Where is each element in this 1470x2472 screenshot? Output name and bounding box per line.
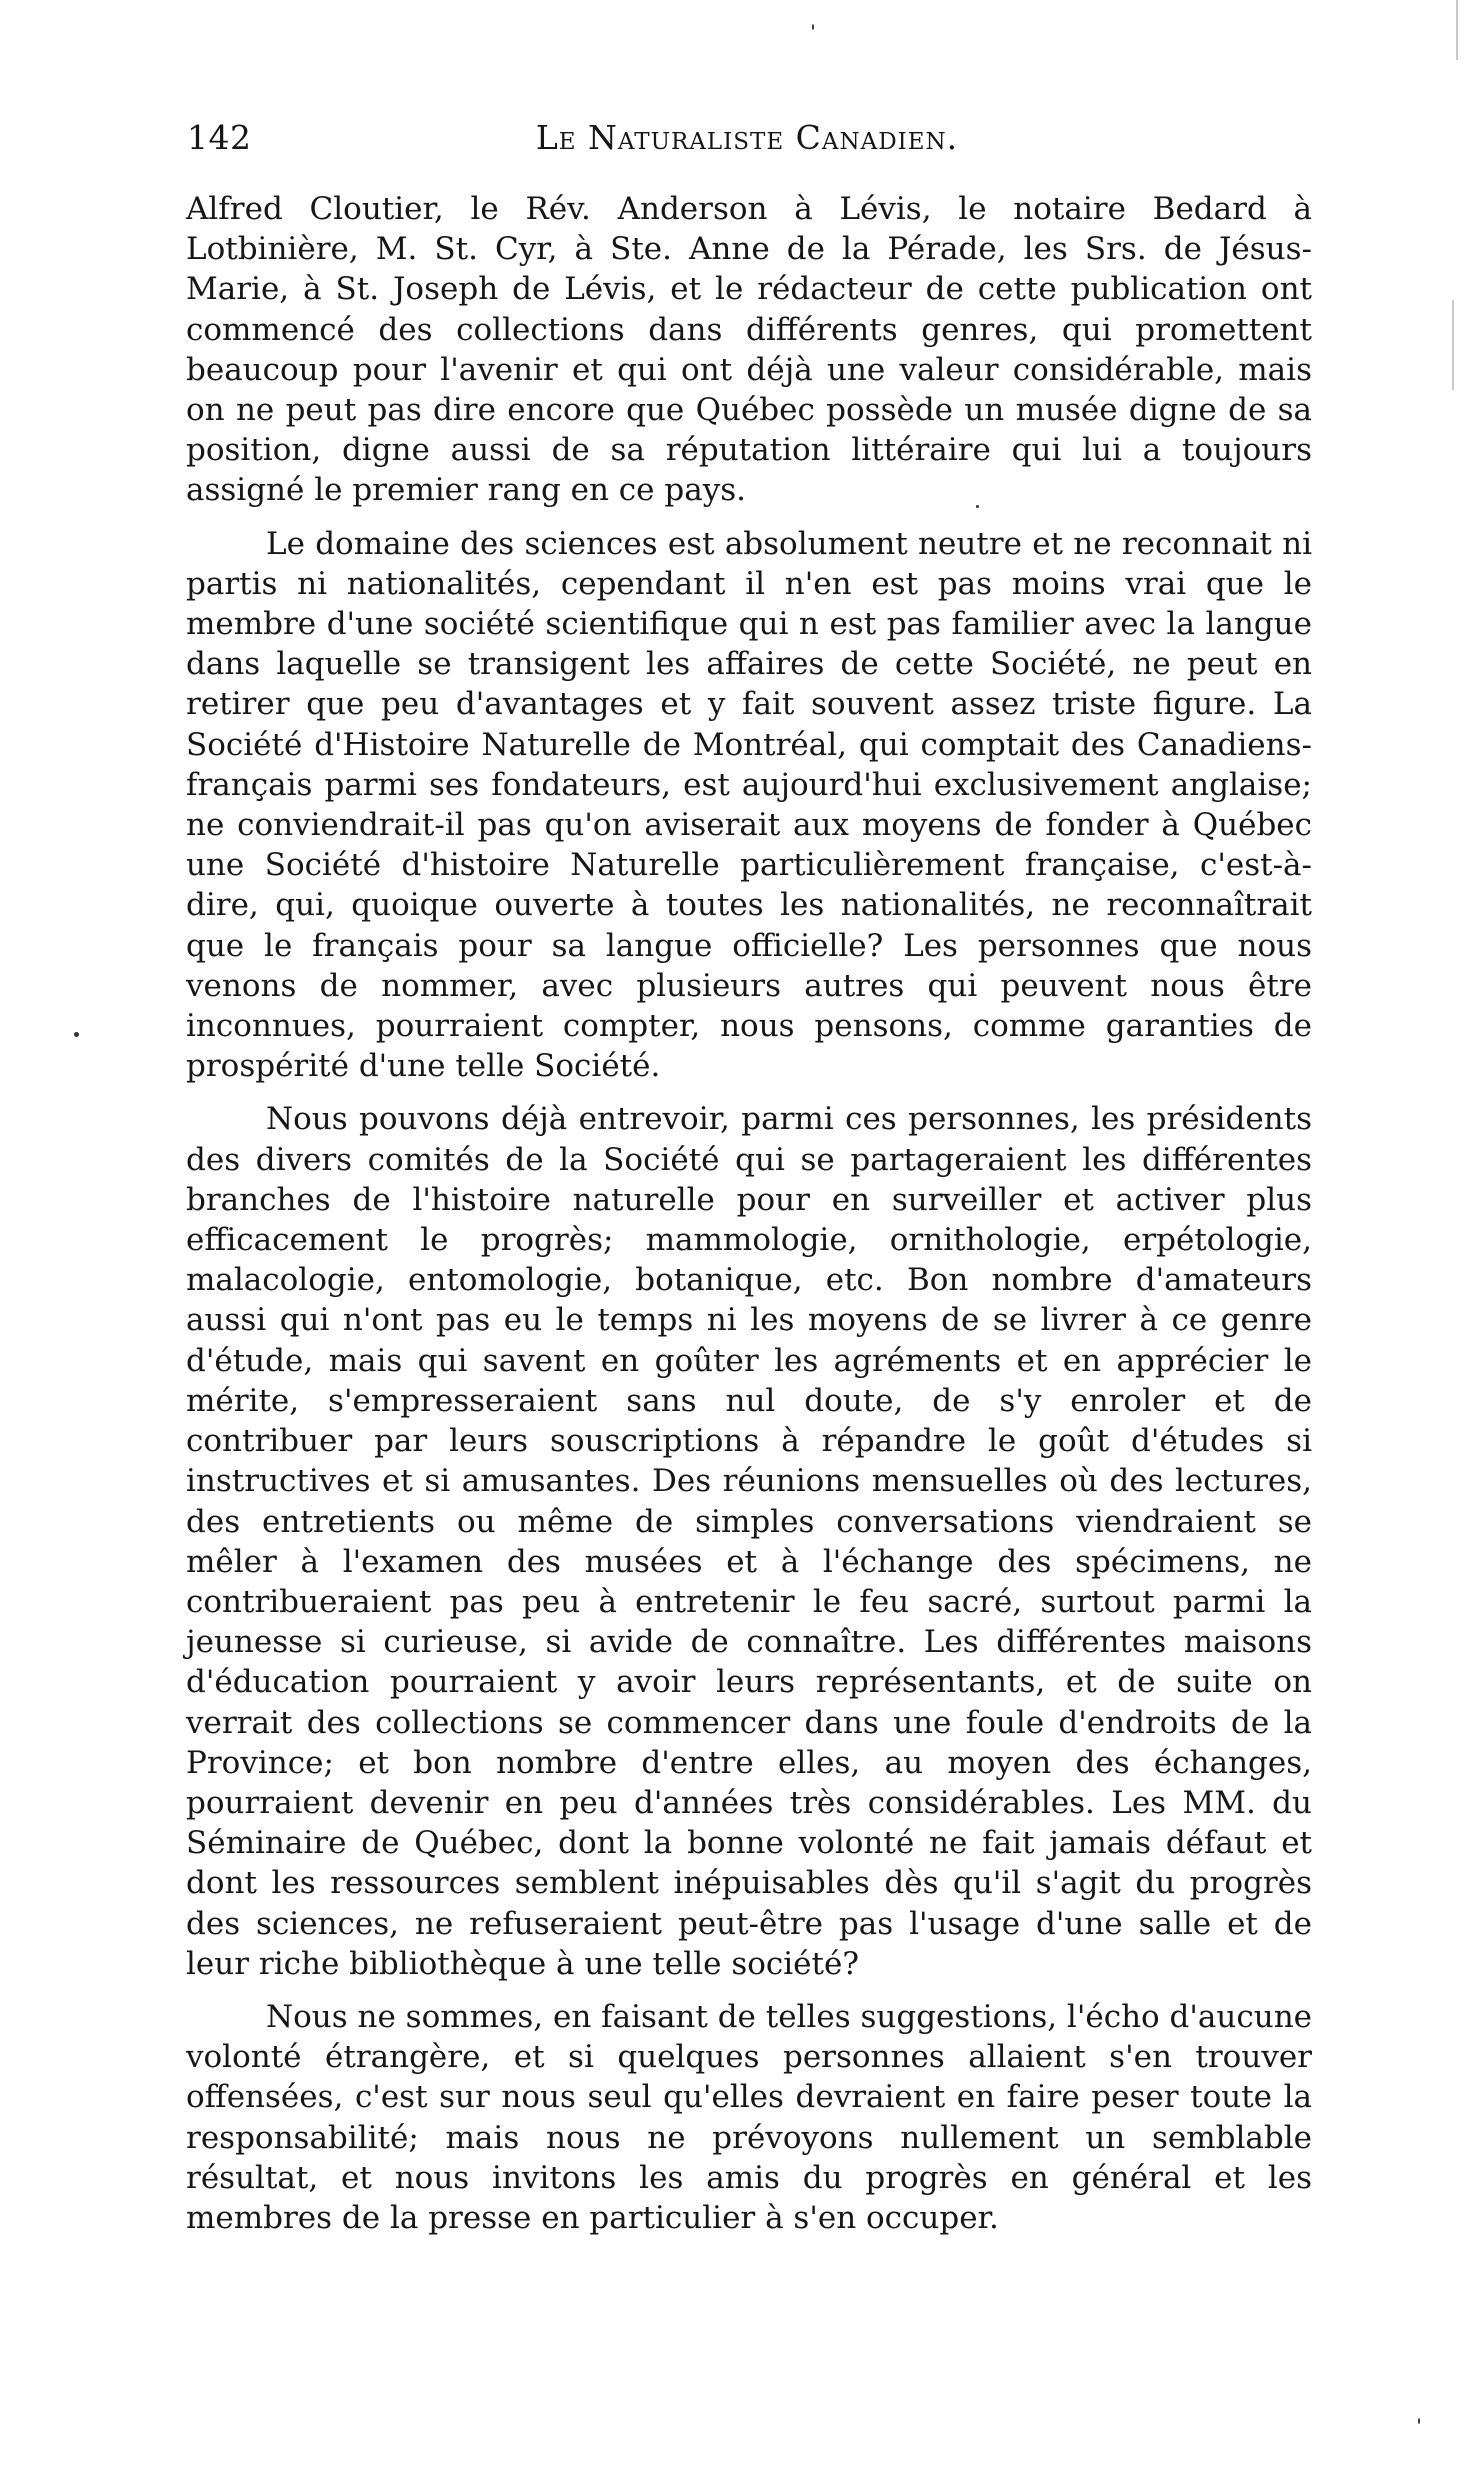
article-body (186, 189, 1312, 2251)
paragraph: Nous ne sommes, en faisant de telles suggestions, l'écho d'aucune volonté étrangère, et si quelques personnes allaient s'en trouver offensées, c'est sur nous seul qu'elles devraient en faire peser toute la responsabilité; mais nous ne prévoyons nullement un semblable résultat, et nous invitons les amis du progrès en général et les membres de la presse en particulier à s'en occuper. (186, 1998, 1313, 2236)
running-title: Le Naturaliste Canadien. (535, 118, 959, 157)
paragraph: Alfred Cloutier, le Rév. Anderson à Lévis, le notaire Bedard à Lotbinière, M. St. Cyr, à Ste. Anne de la Pérade, les Srs. de Jésus-Marie, à St. Joseph de Lévis, et le rédacteur de cette publication ont commencé des collections dans différents genres, qui promettent beaucoup pour l'avenir et qui ont déjà une valeur considérable, mais on ne peut pas dire encore que Québec possède un musée digne de sa position, digne aussi de sa réputation littéraire qui lui a toujours assigné le premier rang en ce pays. (186, 191, 1312, 509)
scan-speck (1418, 2418, 1420, 2424)
scan-edge-mark (1452, 300, 1454, 390)
page-number: 142 (187, 118, 252, 157)
scan-speck (812, 24, 814, 30)
paragraph: Le domaine des sciences est absolument neutre et ne reconnait ni partis ni nationalités, cependant il n'en est pas moins vrai que le membre d'une société scientifique qui n est pas familier avec la langue dans laquelle se transigent les affaires de cette Société, ne peut en retirer que peu d'avantages et y fait souvent assez triste figure. La Société d'Histoire Naturelle de Montréal, qui comptait des Canadiens-français parmi ses fondateurs, est aujourd'hui exclusivement anglaise; ne conviendrait-il pas qu'on aviserait aux moyens de fonder à Québec une Société d'histoire Naturelle particulièrement française, c'est-à-dire, qui, quoique ouverte à toutes les nationalités, ne reconnaîtrait que le français pour sa langue officielle? Les personnes que nous venons de nommer, avec plusieurs autres qui peuvent nous être inconnues, pourraient compter, nous pensons, comme garanties de prospérité d'une telle Société. (186, 525, 1312, 1085)
scan-speck (976, 505, 979, 508)
scan-edge-mark (1456, 0, 1458, 60)
running-header (183, 118, 1311, 166)
paragraph: Nous pouvons déjà entrevoir, parmi ces personnes, les présidents des divers comités de la Société qui se partageraient les différentes branches de l'histoire naturelle pour en surveiller et activer plus efficacement le progrès; mammologie, ornithologie, erpétologie, malacologie, entomologie, botanique, etc. Bon nombre d'amateurs aussi qui n'ont pas eu le temps ni les moyens de se livrer à ce genre d'étude, mais qui savent en goûter les agréments et en apprécier le mérite, s'empresseraient sans nul doute, de s'y enroler et de contribuer par leurs souscriptions à répandre le goût d'études si instructives et si amusantes. Des réunions mensuelles où des lectures, des entretients ou même de simples conversations viendraient se mêler à l'examen des musées et à l'échange des spécimens, ne contribueraient pas peu à entretenir le feu sacré, surtout parmi la jeunesse si curieuse, si avide de connaître. Les différentes maisons d'éducation pourraient y avoir leurs représentants, et de suite on verrait des collections se commencer dans une foule d'endroits de la Province; et bon nombre d'entre elles, au moyen des échanges, pourraient devenir en peu d'années très considérables. Les MM. du Séminaire de Québec, dont la bonne volonté ne fait jamais défaut et dont les ressources semblent inépuisables dès qu'il s'agit du progrès des sciences, ne refuseraient peut-être pas l'usage d'une salle et de leur riche bibliothèque à une telle société? (186, 1101, 1312, 1982)
scan-speck (74, 1032, 79, 1037)
